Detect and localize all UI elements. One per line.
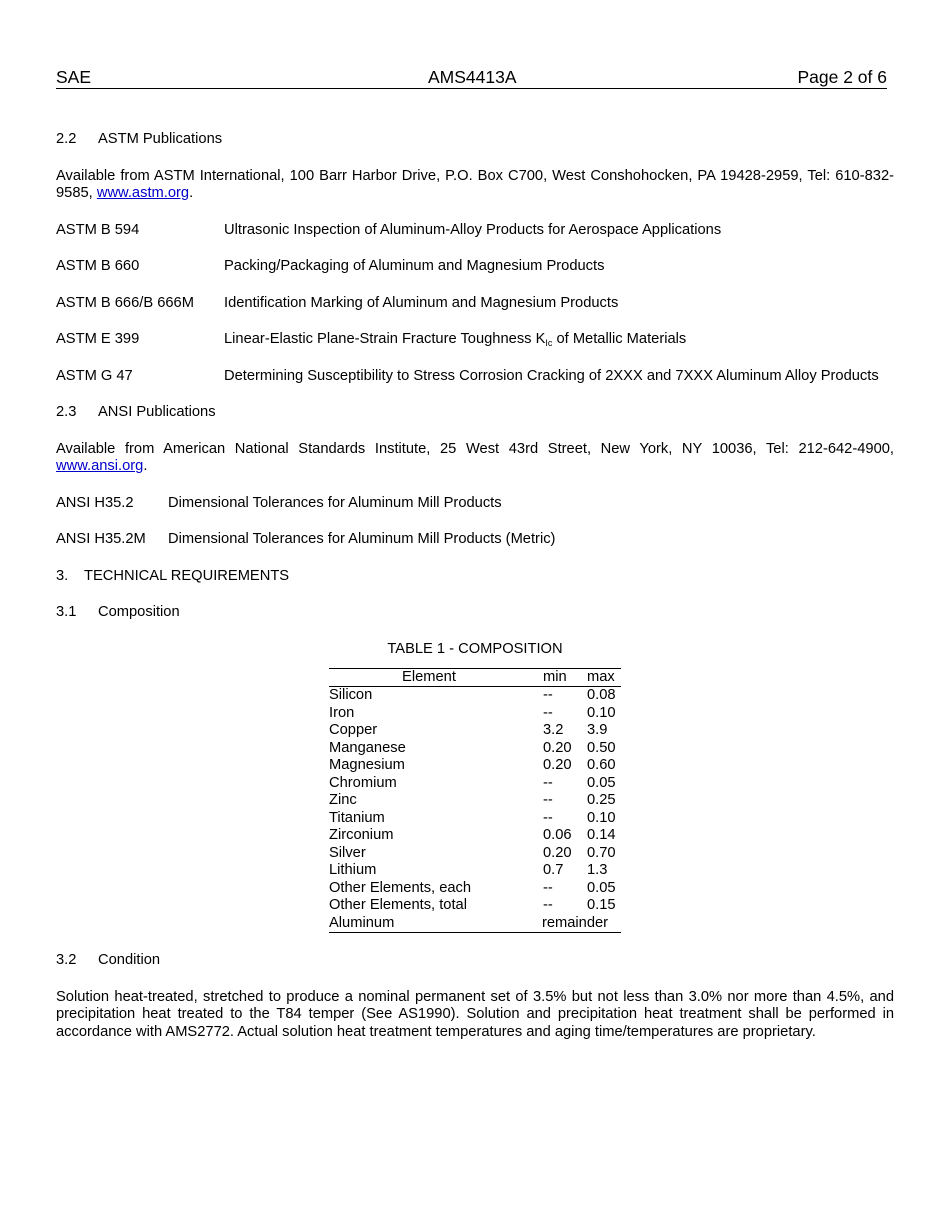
reference-title-part: of Metallic Materials xyxy=(552,331,687,347)
composition-table xyxy=(329,668,621,933)
max-cell: 0.14 xyxy=(587,827,616,843)
reference-code: ANSI H35.2 xyxy=(56,494,134,511)
min-cell: 0.7 xyxy=(543,862,564,878)
ansi-availability-end: . xyxy=(143,458,148,474)
element-cell: Silver xyxy=(329,844,366,861)
reference-code: ASTM G 47 xyxy=(56,367,133,384)
section-3-2-heading xyxy=(56,952,894,970)
column-header-max: max xyxy=(587,669,621,687)
reference-title: Ultrasonic Inspection of Aluminum-Alloy Products for Aerospace Applications xyxy=(224,221,722,238)
table-row xyxy=(329,827,621,845)
header-doc-number: AMS4413A xyxy=(428,67,517,87)
astm-reference-item xyxy=(56,295,894,313)
reference-code: ASTM B 660 xyxy=(56,258,140,274)
section-title: ANSI Publications xyxy=(98,404,216,420)
reference-code: ASTM E 399 xyxy=(56,331,140,347)
table-row xyxy=(329,845,621,863)
condition-paragraph: Solution heat-treated, stretched to produce a nominal permanent set of 3.5% but not less than 3.0% nor more than 4.5%, and precipitation heat treated to the T84 temper (See AS1990). Solution and precipitation heat treatment shall be performed in accordance with AMS2772. Actual solution heat treatment temperatures and aging time/temperatures are proprietary. xyxy=(56,988,894,1040)
table-row xyxy=(329,775,621,793)
section-title: TECHNICAL REQUIREMENTS xyxy=(84,567,290,584)
table-row xyxy=(329,740,621,758)
element-cell: Lithium xyxy=(329,862,377,878)
remainder-cell: remainder xyxy=(541,914,609,931)
max-cell: 3.9 xyxy=(587,722,608,738)
section-title: ASTM Publications xyxy=(98,131,223,147)
max-cell: 0.10 xyxy=(587,704,616,721)
element-cell: Other Elements, each xyxy=(329,879,472,896)
composition-table-body xyxy=(329,687,621,933)
element-cell: Silicon xyxy=(329,687,373,703)
element-cell: Other Elements, total xyxy=(329,897,467,913)
section-title: Condition xyxy=(98,952,161,968)
table-row xyxy=(329,862,621,880)
element-cell: Manganese xyxy=(329,739,406,756)
table-row xyxy=(329,722,621,740)
page-header xyxy=(56,66,887,89)
ansi-reference-item xyxy=(56,495,894,513)
min-cell: -- xyxy=(543,704,553,721)
astm-availability-text: Available from ASTM International, 100 Barr Harbor Drive, P.O. Box C700, West Conshohocken, PA 19428-2959, Tel: 610-832-9585, xyxy=(56,167,894,201)
max-cell: 0.05 xyxy=(587,879,616,896)
section-number: 3.1 xyxy=(56,604,77,620)
table-row xyxy=(329,880,621,898)
max-cell: 0.10 xyxy=(587,809,616,826)
section-2-2-heading xyxy=(56,131,894,149)
min-cell: 0.06 xyxy=(543,827,572,843)
column-header-min: min xyxy=(529,669,587,687)
reference-title xyxy=(224,331,894,349)
section-2-3-heading xyxy=(56,404,894,422)
section-3-heading xyxy=(56,568,894,586)
table-row xyxy=(329,687,621,705)
header-org: SAE xyxy=(56,67,92,87)
table-header-row xyxy=(329,669,621,687)
reference-code: ANSI H35.2M xyxy=(56,531,146,547)
header-page-number: Page 2 of 6 xyxy=(797,67,887,87)
table-row xyxy=(329,810,621,828)
reference-code: ASTM B 594 xyxy=(56,221,140,238)
astm-reference-item xyxy=(56,368,894,386)
max-cell: 0.05 xyxy=(587,774,616,791)
min-cell: 0.20 xyxy=(543,844,572,861)
max-cell: 0.70 xyxy=(587,844,616,861)
astm-reference-item xyxy=(56,258,894,276)
table-caption: TABLE 1 - COMPOSITION xyxy=(387,640,563,657)
table-row xyxy=(329,705,621,723)
table-row xyxy=(329,792,621,810)
max-cell: 1.3 xyxy=(587,862,608,878)
astm-availability-paragraph xyxy=(56,168,894,203)
min-cell: -- xyxy=(543,774,553,791)
min-cell: -- xyxy=(543,879,553,896)
max-cell: 0.15 xyxy=(587,897,616,913)
min-cell: -- xyxy=(543,809,553,826)
reference-title: Determining Susceptibility to Stress Corrosion Cracking of 2XXX and 7XXX Aluminum Alloy Products xyxy=(224,367,879,384)
reference-code: ASTM B 666/B 666M xyxy=(56,294,194,311)
section-number: 2.2 xyxy=(56,131,77,147)
reference-title-subscript: Ic xyxy=(545,338,553,348)
element-cell: Chromium xyxy=(329,774,397,791)
element-cell: Aluminum xyxy=(329,914,395,931)
reference-title: Dimensional Tolerances for Aluminum Mill Products (Metric) xyxy=(168,531,556,547)
section-3-1-heading xyxy=(56,604,894,622)
table-row xyxy=(329,897,621,915)
column-header-element: Element xyxy=(329,669,529,687)
ansi-availability-text: Available from American National Standards Institute, 25 West 43rd Street, New York, NY 10036, Tel: 212-642-4900, xyxy=(56,440,894,457)
section-number: 3.2 xyxy=(56,952,77,968)
min-cell: 0.20 xyxy=(543,739,572,756)
reference-title: Identification Marking of Aluminum and Magnesium Products xyxy=(224,294,619,311)
section-number: 3. xyxy=(56,567,69,584)
reference-title-part: Linear-Elastic Plane-Strain Fracture Toughness K xyxy=(224,331,546,347)
element-cell: Magnesium xyxy=(329,757,405,773)
max-cell: 0.08 xyxy=(587,687,616,703)
table-row xyxy=(329,757,621,775)
element-cell: Copper xyxy=(329,722,378,738)
reference-title: Packing/Packaging of Aluminum and Magnesium Products xyxy=(224,258,605,274)
element-cell: Iron xyxy=(329,704,355,721)
astm-reference-item xyxy=(56,222,894,240)
element-cell: Zinc xyxy=(329,792,357,808)
reference-title: Dimensional Tolerances for Aluminum Mill Products xyxy=(168,494,502,511)
table-row xyxy=(329,915,621,933)
min-cell: -- xyxy=(543,897,553,913)
max-cell: 0.60 xyxy=(587,757,616,773)
ansi-website-link[interactable]: www.ansi.org xyxy=(56,458,144,474)
min-cell: 0.20 xyxy=(543,757,572,773)
document-page xyxy=(56,66,894,1041)
element-cell: Titanium xyxy=(329,809,385,826)
ansi-reference-item xyxy=(56,531,894,549)
section-title: Composition xyxy=(98,604,180,620)
max-cell: 0.25 xyxy=(587,792,616,808)
min-cell: -- xyxy=(543,687,553,703)
section-number: 2.3 xyxy=(56,404,77,420)
astm-reference-item xyxy=(56,331,894,349)
max-cell: 0.50 xyxy=(587,739,616,756)
astm-website-link[interactable]: www.astm.org xyxy=(96,185,190,201)
ansi-availability-paragraph xyxy=(56,441,894,476)
min-cell: 3.2 xyxy=(543,722,564,738)
astm-availability-end: . xyxy=(189,185,194,201)
min-cell: -- xyxy=(543,792,553,808)
element-cell: Zirconium xyxy=(329,827,394,843)
